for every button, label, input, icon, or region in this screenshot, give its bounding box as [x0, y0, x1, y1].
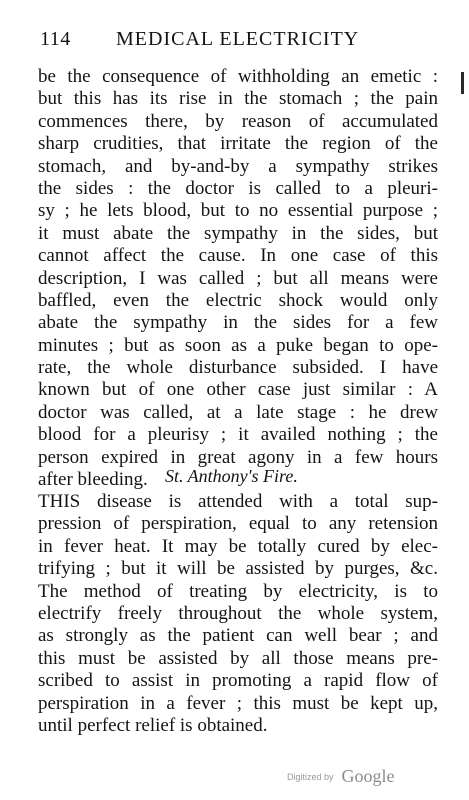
text-line: rate, the whole disturbance subsided. I have [38, 357, 438, 379]
text-line: pression of perspiration, equal to any retension [38, 513, 438, 535]
text-line: description, I was called ; but all means were [38, 267, 438, 289]
text-line: perspiration in a fever ; this must be kept up, [38, 692, 438, 714]
text-line: be the consequence of withholding an emetic : [38, 66, 438, 87]
text-line: as strongly as the patient can well bear ; and [38, 625, 438, 647]
text-line: it must abate the sympathy in the sides, but [38, 222, 438, 244]
text-line: after bleeding. [38, 469, 148, 491]
text-line: cannot affect the cause. In one case of this [38, 245, 438, 267]
text-line: this must be assisted by all those means pre- [38, 647, 438, 669]
paragraph-2 [38, 491, 438, 737]
text-line: trifying ; but it will be assisted by purges, &c. [38, 558, 438, 580]
text-line: The method of treating by electricity, is to [38, 580, 438, 602]
text-line: minutes ; but as soon as a puke began to ope- [38, 334, 438, 356]
text-line: but this has its rise in the stomach ; the pain [38, 88, 438, 110]
text-line: known but of one other case just similar : A [38, 379, 438, 401]
watermark-prefix: Digitized by [287, 771, 334, 782]
google-logo: Google [341, 766, 395, 786]
paragraph-1 [38, 66, 438, 491]
text-line: the sides : the doctor is called to a pleuri- [38, 177, 438, 199]
text-line: abate the sympathy in the sides for a few [38, 312, 438, 334]
page-header [40, 28, 360, 54]
text-line: doctor was called, at a late stage : he drew [38, 401, 438, 423]
text-line: stomach, and by-and-by a sympathy strikes [38, 155, 438, 177]
running-head: MEDICAL ELECTRICITY [116, 28, 360, 50]
text-line: scribed to assist in promoting a rapid flow of [38, 670, 438, 692]
text-line: baffled, even the electric shock would only [38, 289, 438, 311]
text-line: until perfect relief is obtained. [38, 714, 268, 736]
page-number: 114 [40, 28, 71, 50]
text-line: blood for a pleurisy ; it availed nothing ; the [38, 424, 438, 446]
text-line: electrify freely throughout the whole system, [38, 602, 438, 624]
text-line: commences there, by reason of accumulated [38, 110, 438, 132]
text-line: person expired in great agony in a few hours [38, 446, 438, 468]
text-line: THIS disease is attended with a total sup- [38, 491, 438, 512]
section-heading: St. Anthony's Fire. [165, 466, 298, 486]
page-edge-mark [461, 72, 464, 94]
text-line: sharp crudities, that irritate the region of the [38, 133, 438, 155]
text-line: sy ; he lets blood, but to no essential purpose ; [38, 200, 438, 222]
digitized-watermark [287, 766, 395, 787]
text-line: in fever heat. It may be totally cured by elec- [38, 535, 438, 557]
